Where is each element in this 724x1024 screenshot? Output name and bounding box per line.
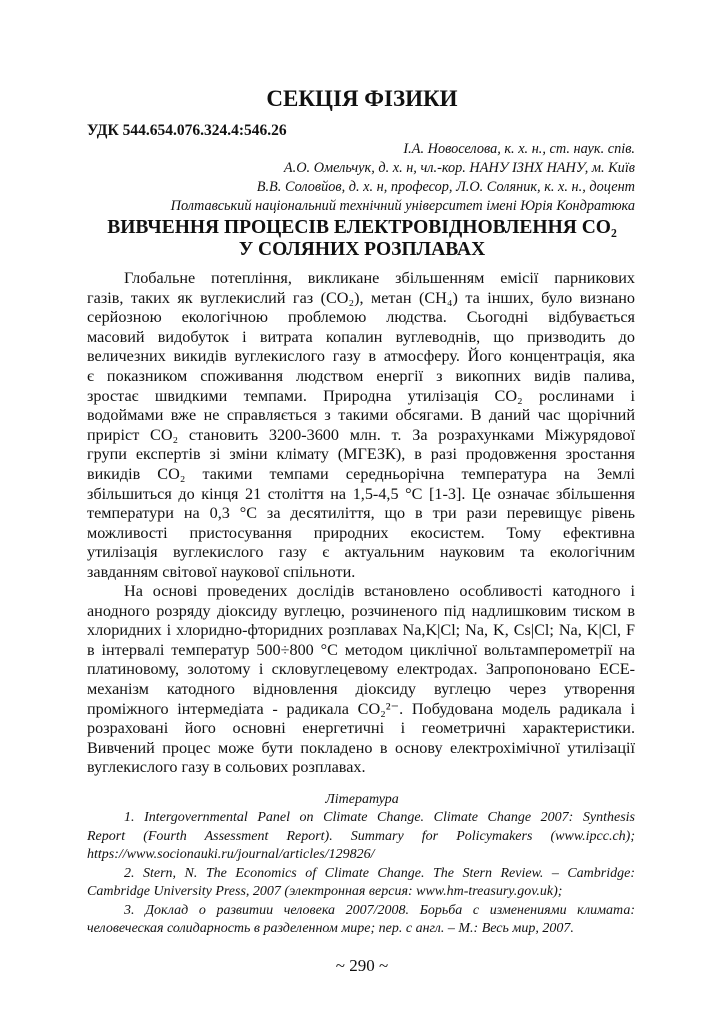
- text-line: приріст CO₂ становить 3200-3600 млн. т. За розрахунками Міжурядової: [87, 425, 635, 444]
- reference-item: [87, 809, 635, 865]
- text-line: вуглекислого газу в сольових розплавах.: [87, 758, 366, 777]
- text-line: серйозною екологічною проблемою людства. Сьогодні відбувається: [87, 308, 635, 327]
- text-line: механізм катодного відновлення діоксиду вуглецю через утворення: [87, 679, 635, 698]
- text-line: газів, таких як вуглекислий газ (CO₂), метан (CH₄) та інших, було визнано: [87, 288, 635, 307]
- references-list: [87, 809, 635, 939]
- text-line: величезних викидів вуглекислого газу в атмосферу. Його концентрація, яка: [87, 347, 635, 366]
- authors-block: [171, 140, 635, 216]
- text-line: На основі проведених дослідів встановлено особливості катодного і: [124, 582, 635, 600]
- text-line: Report (Fourth Assessment Report). Summary for Policymakers (www.ipcc.ch);: [87, 828, 635, 844]
- text-line: Глобальне потепління, викликане збільшенням емісії парникових: [124, 269, 635, 287]
- reference-item: [87, 902, 635, 939]
- text-line: платиновому, золотому і скловуглецевому електродах. Запропоновано ЕСЕ-: [87, 660, 635, 679]
- text-line: завданням світової наукової спільноти.: [87, 562, 356, 581]
- literature-heading: Література: [325, 792, 399, 807]
- author-line: В.В. Соловйов, д. х. н, професор, Л.О. Соляник, к. х. н., доцент: [256, 179, 635, 195]
- text-line: в інтервалі температур 500÷800 °С методом циклічної вольтамперометрії на: [87, 640, 635, 659]
- text-line: можливості пристосування природних екосистем. Тому ефективна: [87, 523, 635, 542]
- reference-item: [87, 865, 635, 902]
- text-line: масовий видобуток і витрата копалин вуглеводнів, що призводить до: [87, 327, 635, 346]
- text-line: 1. Intergovernmental Panel on Climate Change. Climate Change 2007: Synthesis: [124, 810, 635, 825]
- article-title-line: ВИВЧЕННЯ ПРОЦЕСІВ ЕЛЕКТРОВІДНОВЛЕННЯ СО₂: [107, 217, 617, 238]
- text-line: https://www.socionauki.ru/journal/articles/129826/: [87, 847, 375, 862]
- author-line: І.А. Новоселова, к. х. н., ст. наук. спів.: [403, 141, 635, 157]
- udk-code: УДК 544.654.076.324.4:546.26: [87, 122, 287, 139]
- text-line: 2. Stern, N. The Economics of Climate Change. The Stern Review. – Cambridge:: [124, 865, 635, 881]
- text-line: групи експертів зі зміни клімату (МГЕЗК), в разі продовження зростання: [87, 445, 635, 464]
- paragraph-1: [87, 269, 635, 583]
- text-line: водоймами вже не справляється з такими обсягами. В даний час щорічний: [87, 406, 635, 425]
- text-line: Вивчений процес може бути покладено в основу електрохімічної утилізації: [87, 738, 635, 757]
- text-line: 3. Доклад о развитии человека 2007/2008. Борьба с изменениями климата:: [124, 902, 635, 918]
- text-line: є показником споживання людством енергії з викопних видів палива,: [87, 366, 635, 385]
- text-line: збільшиться до кінця 21 століття на 1,5-4,5 °С [1-3]. Це означає збільшення: [87, 484, 635, 503]
- affiliation: Полтавський національний технічний університет імені Юрія Кондратюка: [170, 198, 635, 214]
- author-line: А.О. Омельчук, д. х. н, чл.-кор. НАНУ ІЗНХ НАНУ, м. Київ: [283, 160, 635, 176]
- article-title-line: У СОЛЯНИХ РОЗПЛАВАХ: [238, 239, 486, 260]
- text-line: хлоридних і хлоридно-фторидних розплавах Na,K|Cl; Na, K, Cs|Cl; Na, K|Cl, F: [87, 621, 635, 640]
- section-title: СЕКЦІЯ ФІЗИКИ: [266, 86, 458, 111]
- text-line: анодного розряду діоксиду вуглецю, розчиненого під надлишковим тиском в: [87, 601, 635, 620]
- text-line: утилізація вуглекислого газу є актуальним науковим та екологічним: [87, 543, 635, 562]
- text-line: викидів CO₂ такими темпами середньорічна температура на Землі: [87, 464, 635, 483]
- text-line: зростає швидкими темпами. Природна утилізація CO₂ рослинами і: [87, 386, 635, 405]
- paragraph-2: [87, 582, 635, 778]
- page-number: ~ 290 ~: [335, 956, 389, 975]
- text-line: температури на 0,3 °С за десятиліття, що в три рази перевищує рівень: [87, 504, 635, 523]
- text-line: человеческая солидарность в разделенном мире; пер. с англ. – М.: Весь мир, 2007.: [87, 921, 574, 936]
- text-line: Cambridge University Press, 2007 (электронная версия: www.hm-treasury.gov.uk);: [87, 884, 563, 899]
- text-line: проміжного інтермедіата - радикала CO₂²⁻. Побудована модель радикала і: [87, 699, 635, 718]
- text-line: розраховані його основні енергетичні і геометричні характеристики.: [87, 719, 635, 738]
- article-title: [0, 217, 724, 261]
